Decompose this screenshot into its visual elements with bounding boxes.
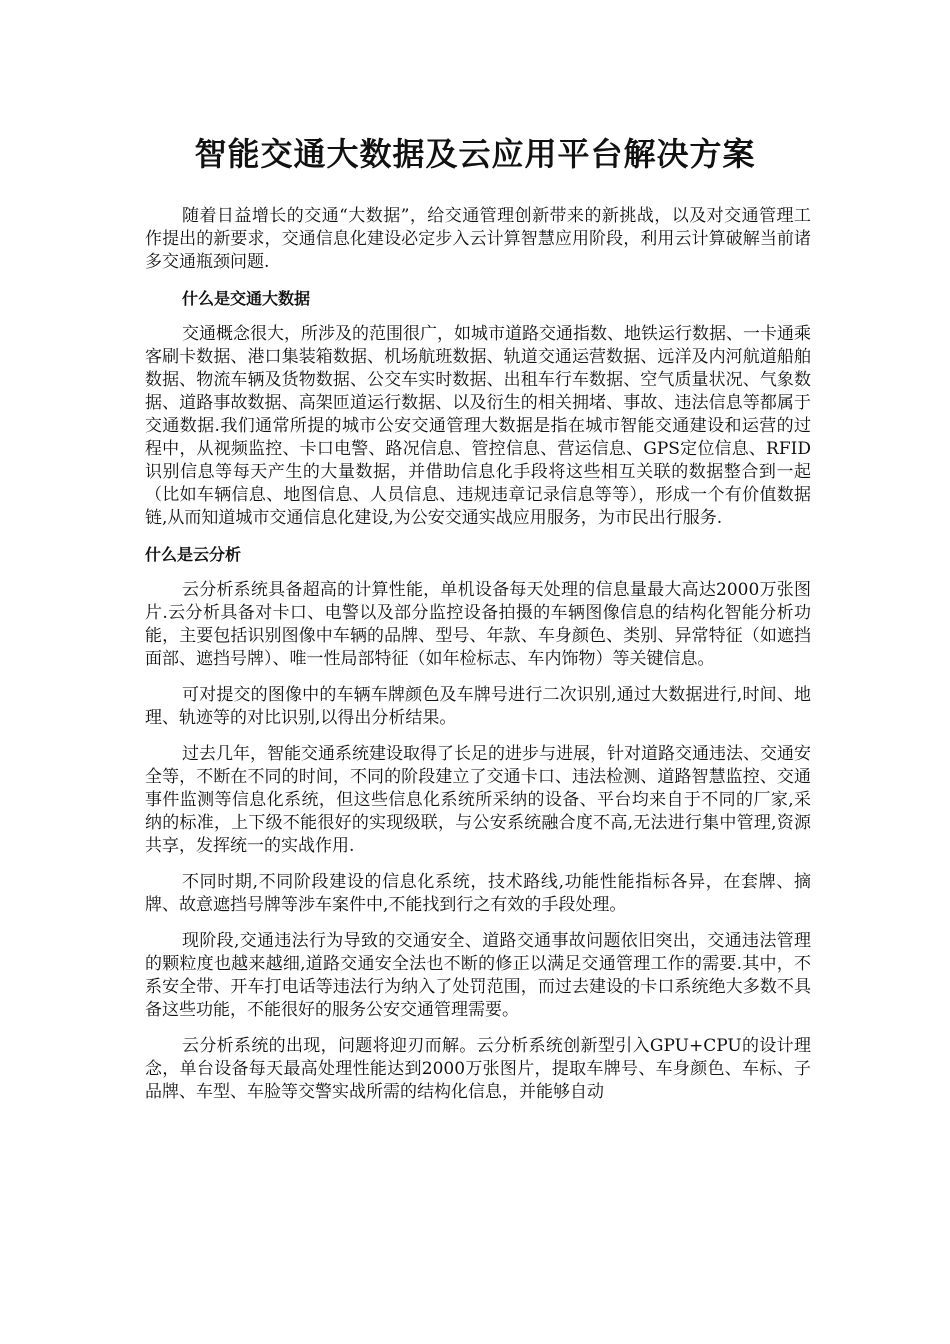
paragraph-cloud-analysis-performance: 云分析系统具备超高的计算性能，单机设备每天处理的信息量最大高达2000万张图片.云分析具备对卡口、电警以及部分监控设备拍摄的车辆图像信息的结构化智能分析功能，主要包括识别图像中车辆的品牌、型号、年款、车身颜色、类别、异常特征（如遮挡面部、遮挡号牌）、唯一性局部特征（如年检标志、车内饰物）等关键信息。 [145, 580, 811, 669]
paragraph-past-systems: 过去几年，智能交通系统建设取得了长足的进步与进展，针对道路交通违法、交通安全等，不断在不同的时间，不同的阶段建立了交通卡口、违法检测、道路智慧监控、交通事件监测等信息化系统，但这些信息化系统所采纳的设备、平台均来自于不同的厂家,采纳的标准，上下级不能很好的实现级联，与公安系统融合度不高,无法进行集中管理,资源共享，发挥统一的实战作用. [145, 744, 811, 856]
paragraph-different-periods: 不同时期,不同阶段建设的信息化系统，技术路线,功能性能指标各异，在套牌、摘牌、故意遮挡号牌等涉车案件中,不能找到行之有效的手段处理。 [145, 872, 811, 915]
section-heading-traffic-big-data: 什么是交通大数据 [182, 289, 311, 308]
document-body [145, 205, 811, 1117]
document-title: 智能交通大数据及云应用平台解决方案 [194, 135, 756, 173]
paragraph-intro: 随着日益增长的交通“大数据”，给交通管理创新带来的新挑战，以及对交通管理工作提出的新要求，交通信息化建设必定步入云计算智慧应用阶段，利用云计算破解当前诸多交通瓶颈问题. [145, 206, 811, 272]
paragraph-plate-recognition: 可对提交的图像中的车辆车牌颜色及车牌号进行二次识别,通过大数据进行,时间、地理、轨迹等的对比识别,以得出分析结果。 [145, 685, 811, 728]
section-heading-cloud-analysis: 什么是云分析 [145, 545, 242, 564]
paragraph-cloud-solution: 云分析系统的出现，问题将迎刃而解。云分析系统创新型引入GPU+CPU的设计理念，单台设备每天最高处理性能达到2000万张图片，提取车牌号、车身颜色、车标、子品牌、车型、车脸等交警实战所需的结构化信息，并能够自动 [145, 1036, 811, 1102]
paragraph-traffic-big-data: 交通概念很大，所涉及的范围很广，如城市道路交通指数、地铁运行数据、一卡通乘客刷卡数据、港口集装箱数据、机场航班数据、轨道交通运营数据、远洋及内河航道船舶数据、物流车辆及货物数据、公交车实时数据、出租车行车数据、空气质量状况、气象数据、道路事故数据、高架匝道运行数据、以及衍生的相关拥堵、事故、违法信息等都属于交通数据.我们通常所提的城市公安交通管理大数据是指在城市智能交通建设和运营的过程中，从视频监控、卡口电警、路况信息、管控信息、营运信息、GPS定位信息、RFID识别信息等每天产生的大量数据，并借助信息化手段将这些相互关联的数据整合到一起（比如车辆信息、地图信息、人员信息、违规违章记录信息等等），形成一个有价值数据链,从而知道城市交通信息化建设,为公安交通实战应用服务，为市民出行服务. [145, 324, 811, 528]
paragraph-current-stage: 现阶段,交通违法行为导致的交通安全、道路交通事故问题依旧突出，交通违法管理的颗粒度也越来越细,道路交通安全法也不断的修正以满足交通管理工作的需要.其中，不系安全带、开车打电话等违法行为纳入了处罚范围，而过去建设的卡口系统绝大多数不具备这些功能，不能很好的服务公安交通管理需要。 [145, 931, 811, 1020]
